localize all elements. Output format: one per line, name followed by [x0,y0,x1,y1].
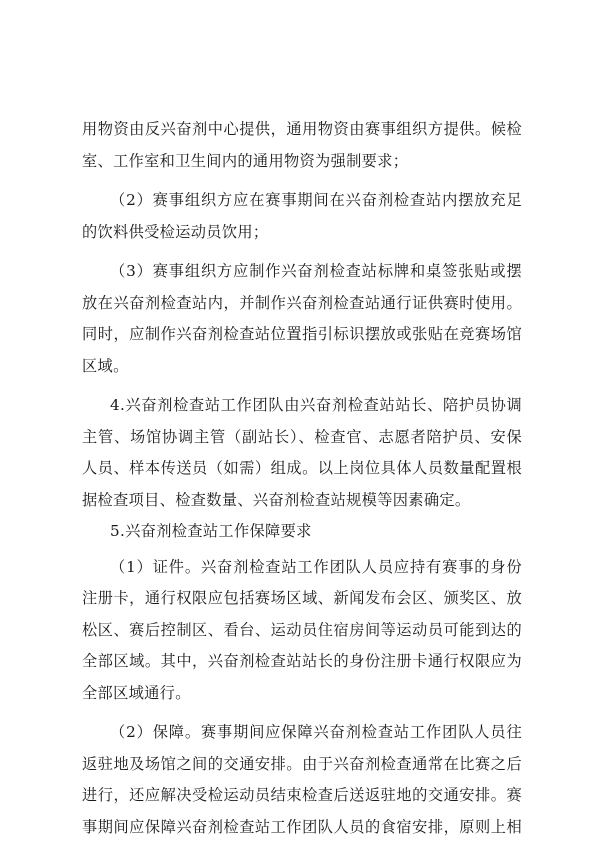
text-line: 主管、场馆协调主管（副站长）、检查官、志愿者陪护员、安保 [82,427,522,446]
text-line: 用物资由反兴奋剂中心提供，通用物资由赛事组织方提供。候检 [82,120,522,138]
text-line: 的饮料供受检运动员饮用； [82,222,269,241]
text-line: 放在兴奋剂检查站内，并制作兴奋剂检查站通行证供赛时使用。 [82,293,522,312]
document-body [82,114,522,843]
text-line: （2）保障。赛事期间应保障兴奋剂检查站工作团队人员往 [110,723,522,741]
text-line: （3）赛事组织方应制作兴奋剂检查站标牌和桌签张贴或摆 [110,262,522,280]
text-line: 全部区域。其中，兴奋剂检查站站长的身份注册卡通行权限应为 [82,652,522,670]
text-line: 注册卡，通行权限应包括赛场区域、新闻发布会区、颁奖区、放 [82,589,522,607]
paragraph-signage [82,256,522,382]
text-line: 4.兴奋剂检查站工作团队由兴奋剂检查站站长、陪护员协调 [110,396,522,414]
text-line: 人员、样本传送员（如需）组成。以上岗位具体人员数量配置根 [82,459,522,477]
text-line: 进行，还应解决受检运动员结束检查后送返驻地的交通安排。赛 [82,786,522,804]
text-line: 松区、赛后控制区、看台、运动员住宿房间等运动员可能到达的 [82,620,522,639]
text-line: （2）赛事组织方应在赛事期间在兴奋剂检查站内摆放充足 [110,191,522,209]
paragraph-credentials [82,552,522,710]
text-line: 全部区域通行。 [82,683,191,702]
text-line: 室、工作室和卫生间内的通用物资为强制要求； [82,151,409,170]
section-heading-requirements [82,516,522,548]
paragraph-support [82,717,522,843]
text-line: （1）证件。兴奋剂检查站工作团队人员应持有赛事的身份 [110,557,522,576]
text-line: 事期间应保障兴奋剂检查站工作团队人员的食宿安排，原则上相 [82,817,522,836]
paragraph-drinks [82,185,522,248]
text-line: 据检查项目、检查数量、兴奋剂检查站规模等因素确定。 [82,490,471,509]
paragraph-team [82,390,522,516]
text-line: 返驻地及场馆之间的交通安排。由于兴奋剂检查通常在比赛之后 [82,754,522,773]
text-line: 同时，应制作兴奋剂检查站位置指引标识摆放或张贴在竞赛场馆 [82,325,522,343]
text-line: 区域。 [82,356,129,375]
text-line: 5.兴奋剂检查站工作保障要求 [110,522,312,540]
paragraph-materials [82,114,522,177]
